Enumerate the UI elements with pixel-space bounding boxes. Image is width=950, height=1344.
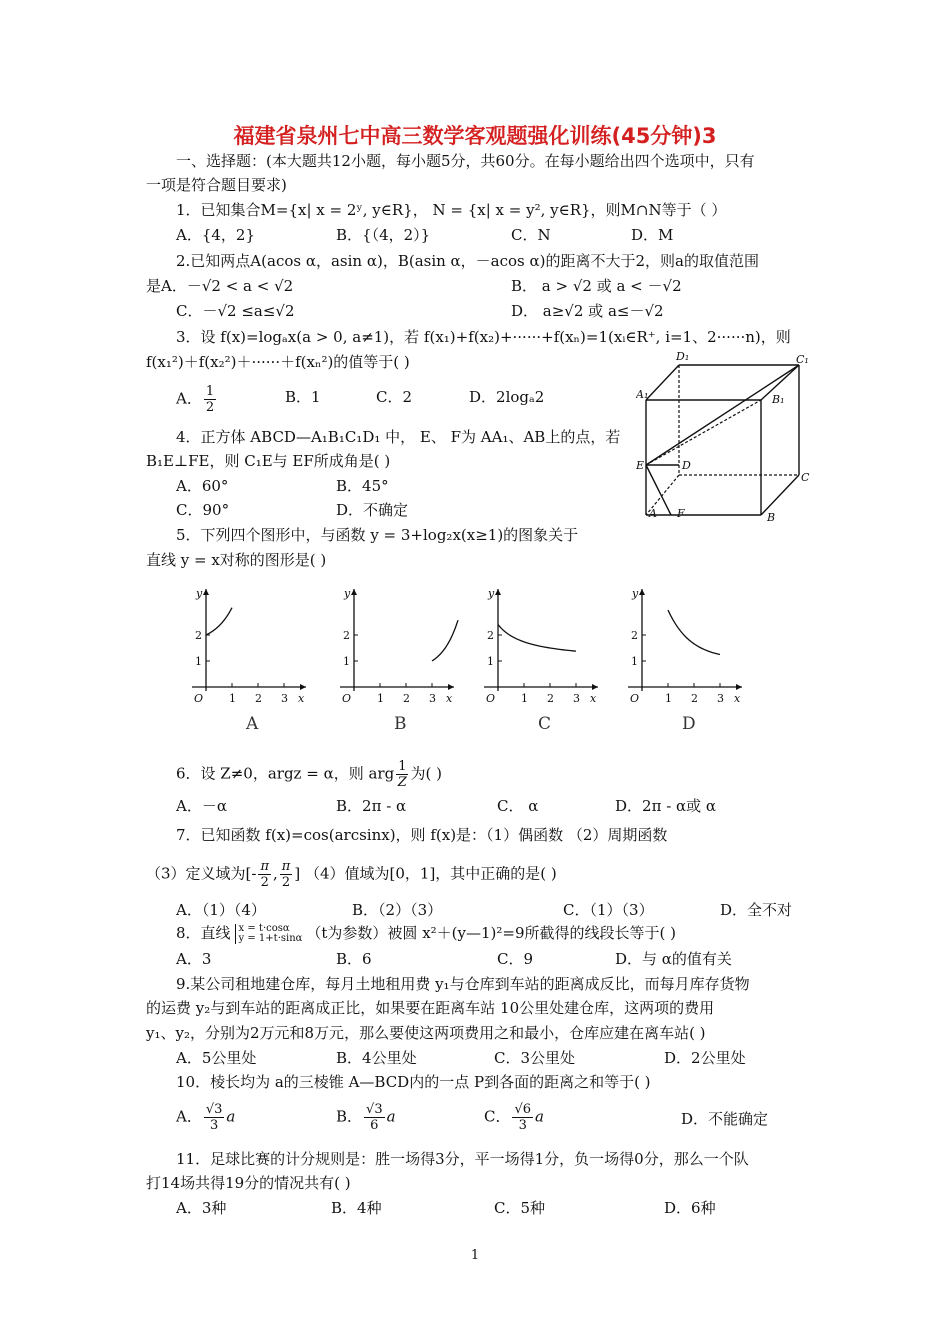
y-tick-label: 1 xyxy=(343,655,350,668)
y-axis-label: y xyxy=(196,587,203,600)
q8-option-d: D．与 α的值有关 xyxy=(615,950,732,968)
q10-option-b xyxy=(336,1102,396,1133)
function-curve xyxy=(498,625,576,652)
q7-stem: 7．已知函数 f(x)=cos(arcsinx)，则 f(x)是：（1）偶函数 （2）周期函数 xyxy=(176,826,668,844)
q4-option-d: D．不确定 xyxy=(336,501,409,519)
x-axis-label: x xyxy=(590,692,597,705)
q1-stem: 1．已知集合M={x| x = 2ʸ, y∈R}， N = {x| x = y², y∈R}，则M∩N等于（ ） xyxy=(176,201,727,219)
fraction-denominator: 3 xyxy=(209,1118,219,1133)
graph-C xyxy=(484,587,598,734)
x-tick-label: 2 xyxy=(255,692,262,705)
q8-part-1: 8．直线 xyxy=(176,924,231,942)
x-tick-label: 1 xyxy=(377,692,384,705)
x-tick-label: 3 xyxy=(717,692,724,705)
page-number: 1 xyxy=(470,1248,480,1263)
q4-option-c: C．90° xyxy=(176,501,230,519)
cube-figure xyxy=(636,345,816,525)
x-tick-label: 3 xyxy=(281,692,288,705)
q11-option-d: D．6种 xyxy=(664,1199,716,1217)
x-axis-label: x xyxy=(734,692,741,705)
function-curve xyxy=(206,608,232,635)
section-intro-line-2: 一项是符合题目要求) xyxy=(146,176,287,194)
q6-fraction xyxy=(396,759,408,790)
cube-label-a: A xyxy=(649,507,657,520)
fraction-denominator: 2 xyxy=(260,875,269,890)
q6-option-b: B．2π - α xyxy=(336,797,407,815)
cube-label-e: E xyxy=(636,459,645,472)
y-arrow-icon xyxy=(203,589,209,595)
q9-option-a: A．5公里处 xyxy=(176,1049,257,1067)
q10-option-a-tail: a xyxy=(226,1107,236,1126)
q9-stem-line-1: 9.某公司租地建仓库，每月土地租用费 y₁与仓库到车站的距离成反比，而每月库存货物 xyxy=(176,975,750,993)
q7-stem-line-2: （3）定义域为[- $\frac{\pi}{2}$ , $\frac{\pi}{2}$ ] （4）值域为[0，1]，其中正确的是( ) xyxy=(146,859,557,890)
q4-stem-line-2: B₁E⊥FE，则 C₁E与 EF所成角是( ) xyxy=(146,452,391,470)
fraction-denominator: 2 xyxy=(205,400,215,415)
q10-option-d: D．不能确定 xyxy=(681,1110,769,1128)
q2-option-d: D． a≥√2 或 a≤－√2 xyxy=(511,302,664,320)
q3-option-b: B．1 xyxy=(285,388,321,406)
origin-label: O xyxy=(342,692,352,705)
q11-stem-line-2: 打14场共得19分的情况共有( ) xyxy=(146,1174,351,1192)
fraction-denominator: Z xyxy=(397,775,407,790)
q9-stem-line-3: y₁、y₂，分别为2万元和8万元，那么要使这两项费用之和最小，仓库应建在离车站( ) xyxy=(146,1024,706,1042)
q5-stem-line-2: 直线 y = x对称的图形是( ) xyxy=(146,551,327,569)
y-tick-label: 1 xyxy=(631,655,638,668)
q2-option-a: 是A．－√2 < a < √2 xyxy=(146,277,294,295)
origin-label: O xyxy=(194,692,204,705)
fraction-numerator: π xyxy=(260,859,270,874)
q7-part-1: （3）定义域为[- xyxy=(146,864,257,883)
q10-option-b-fraction xyxy=(364,1102,385,1133)
q1-option-c: C．N xyxy=(511,226,551,244)
q10-option-a-fraction xyxy=(204,1102,225,1133)
q3-stem-line-1: 3．设 f(x)=logₐx(a > 0, a≠1)，若 f(x₁)+f(x₂)+······+f(xₙ)=1(xᵢ∈R⁺, i=1、2······n)，则 xyxy=(176,328,791,346)
q11-option-c: C．5种 xyxy=(494,1199,546,1217)
q8-system-line-1: x = t·cosα xyxy=(238,923,290,934)
x-tick-label: 2 xyxy=(691,692,698,705)
x-tick-label: 2 xyxy=(403,692,410,705)
q1-option-a: A．{4，2} xyxy=(176,226,256,244)
q4-option-b: B．45° xyxy=(336,477,389,495)
q6-stem xyxy=(176,759,442,790)
q7-option-b: B．（2）（3） xyxy=(352,901,443,919)
x-arrow-icon xyxy=(736,684,742,690)
y-axis-label: y xyxy=(344,587,351,600)
graph-label: C xyxy=(538,714,552,734)
y-axis-label: y xyxy=(632,587,639,600)
q6-option-c: C． α xyxy=(497,797,539,815)
y-arrow-icon xyxy=(351,589,357,595)
q9-stem-line-2: 的运费 y₂与到车站的距离成正比，如果要在距离车站 10公里处建仓库，这两项的费用 xyxy=(146,999,715,1017)
section-intro-line-1: 一、选择题：(本大题共12小题，每小题5分，共60分。在每小题给出四个选项中，只有 xyxy=(176,152,755,170)
cube-label-c: C xyxy=(801,471,810,484)
page-title: 福建省泉州七中高三数学客观题强化训练(45分钟)3 xyxy=(233,124,717,148)
q8-stem xyxy=(176,922,676,944)
fraction-numerator: 1 xyxy=(205,384,215,399)
x-arrow-icon xyxy=(300,684,306,690)
q10-option-c-label: C． xyxy=(484,1107,511,1126)
fraction-numerator: √6 xyxy=(514,1102,532,1117)
cube-label-a1: A₁ xyxy=(636,388,649,401)
q10-stem: 10．棱长均为 a的三棱锥 A—BCD内的一点 P到各面的距离之和等于( ) xyxy=(176,1073,651,1091)
cube-label-d: D xyxy=(682,459,691,472)
graph-label: D xyxy=(682,714,696,734)
q7-option-c: C．（1）（3） xyxy=(563,901,654,919)
x-axis-label: x xyxy=(298,692,305,705)
y-tick-label: 2 xyxy=(631,629,638,642)
y-tick-label: 2 xyxy=(343,629,350,642)
q8-option-a: A．3 xyxy=(176,950,212,968)
q5-graphs xyxy=(170,585,790,735)
q10-option-a-label: A． xyxy=(176,1107,202,1126)
q10-option-b-tail: a xyxy=(386,1107,396,1126)
y-arrow-icon xyxy=(639,589,645,595)
q2-option-b: B． a > √2 或 a < －√2 xyxy=(511,277,682,295)
q2-option-c: C．－√2 ≤a≤√2 xyxy=(176,302,295,320)
cube-label-d1: D₁ xyxy=(676,350,690,363)
origin-label: O xyxy=(486,692,496,705)
y-arrow-icon xyxy=(495,589,501,595)
x-tick-label: 2 xyxy=(547,692,554,705)
cube-label-b: B xyxy=(767,511,776,524)
q4-stem-line-1: 4．正方体 ABCD—A₁B₁C₁D₁ 中， E、 F为 AA₁、AB上的点，若 xyxy=(176,428,621,446)
cube-label-c1: C₁ xyxy=(796,353,809,366)
q2-stem: 2.已知两点A(acos α，asin α)，B(asin α，－acos α)的距离不大于2，则a的取值范围 xyxy=(176,252,759,270)
q10-option-c xyxy=(484,1102,544,1133)
cube-label-b1: B₁ xyxy=(772,393,785,406)
y-tick-label: 2 xyxy=(487,629,494,642)
q7-fraction-right xyxy=(280,859,293,890)
q1-option-b: B．{（4，2）} xyxy=(336,226,431,244)
cube-label-f: F xyxy=(677,507,685,520)
x-tick-label: 1 xyxy=(521,692,528,705)
q7-part-2: ] （4）值域为[0，1]，其中正确的是( ) xyxy=(294,864,557,883)
q5-stem-line-1: 5．下列四个图形中，与函数 y = 3+log₂x(x≥1)的图象关于 xyxy=(176,526,579,544)
fraction-numerator: √3 xyxy=(366,1102,383,1117)
graph-A xyxy=(192,587,306,734)
graph-label: B xyxy=(394,714,407,734)
q9-option-c: C．3公里处 xyxy=(494,1049,576,1067)
x-arrow-icon xyxy=(448,684,454,690)
graph-label: A xyxy=(246,714,259,734)
q3-option-a-label: A． xyxy=(176,389,202,408)
q10-option-b-label: B． xyxy=(336,1107,363,1126)
q3-option-c: C．2 xyxy=(376,388,413,406)
q7-fraction-left xyxy=(258,859,271,890)
q11-option-b: B．4种 xyxy=(331,1199,382,1217)
y-tick-label: 2 xyxy=(195,629,202,642)
q7-option-a: A．（1）（4） xyxy=(176,901,266,919)
q8-system xyxy=(235,924,303,944)
graph-B xyxy=(340,587,458,734)
x-tick-label: 3 xyxy=(429,692,436,705)
x-tick-label: 3 xyxy=(573,692,580,705)
fraction-denominator: 3 xyxy=(518,1118,527,1133)
q10-option-c-tail: a xyxy=(535,1107,544,1126)
fraction-numerator: √3 xyxy=(205,1102,223,1117)
q8-option-c: C．9 xyxy=(497,950,534,968)
q8-part-2: （t为参数）被圆 x²＋(y—1)²=9所截得的线段长等于( ) xyxy=(306,924,676,942)
graph-D xyxy=(628,587,742,734)
q11-stem-line-1: 11．足球比赛的计分规则是：胜一场得3分，平一场得1分，负一场得0分，那么一个队 xyxy=(176,1150,749,1168)
q6-stem-part-2: 为( ) xyxy=(410,764,442,783)
fraction-denominator: 2 xyxy=(281,875,291,890)
q9-option-d: D．2公里处 xyxy=(664,1049,746,1067)
y-axis-label: y xyxy=(488,587,495,600)
q3-option-d: D．2logₐ2 xyxy=(469,388,545,406)
q8-option-b: B．6 xyxy=(336,950,372,968)
q10-option-c-fraction xyxy=(512,1102,533,1133)
function-curve xyxy=(432,620,458,661)
origin-label: O xyxy=(630,692,640,705)
function-curve xyxy=(668,610,720,654)
q3-option-a-fraction xyxy=(204,384,216,415)
x-tick-label: 1 xyxy=(665,692,672,705)
x-tick-label: 1 xyxy=(229,692,236,705)
x-axis-label: x xyxy=(446,692,453,705)
y-tick-label: 1 xyxy=(487,655,494,668)
q6-option-a: A．－α xyxy=(176,797,227,815)
q4-option-a: A．60° xyxy=(176,477,229,495)
q9-option-b: B．4公里处 xyxy=(336,1049,417,1067)
q6-stem-part-1: 6．设 Z≠0，argz = α，则 arg xyxy=(176,764,395,783)
q6-option-d: D．2π - α或 α xyxy=(615,797,717,815)
q11-option-a: A．3种 xyxy=(176,1199,227,1217)
q3-option-a xyxy=(176,384,218,415)
x-arrow-icon xyxy=(592,684,598,690)
fraction-numerator: 1 xyxy=(398,759,407,774)
q3-stem-line-2: f(x₁²)＋f(x₂²)＋······＋f(xₙ²)的值等于( ) xyxy=(146,353,410,371)
fraction-numerator: π xyxy=(281,859,291,874)
q10-option-a xyxy=(176,1102,235,1133)
q1-option-d: D．M xyxy=(631,226,674,244)
q8-system-line-2: y = 1+t·sinα xyxy=(238,933,303,944)
q7-option-d: D．全不对 xyxy=(720,901,793,919)
y-tick-label: 1 xyxy=(195,655,202,668)
fraction-denominator: 6 xyxy=(370,1118,379,1133)
